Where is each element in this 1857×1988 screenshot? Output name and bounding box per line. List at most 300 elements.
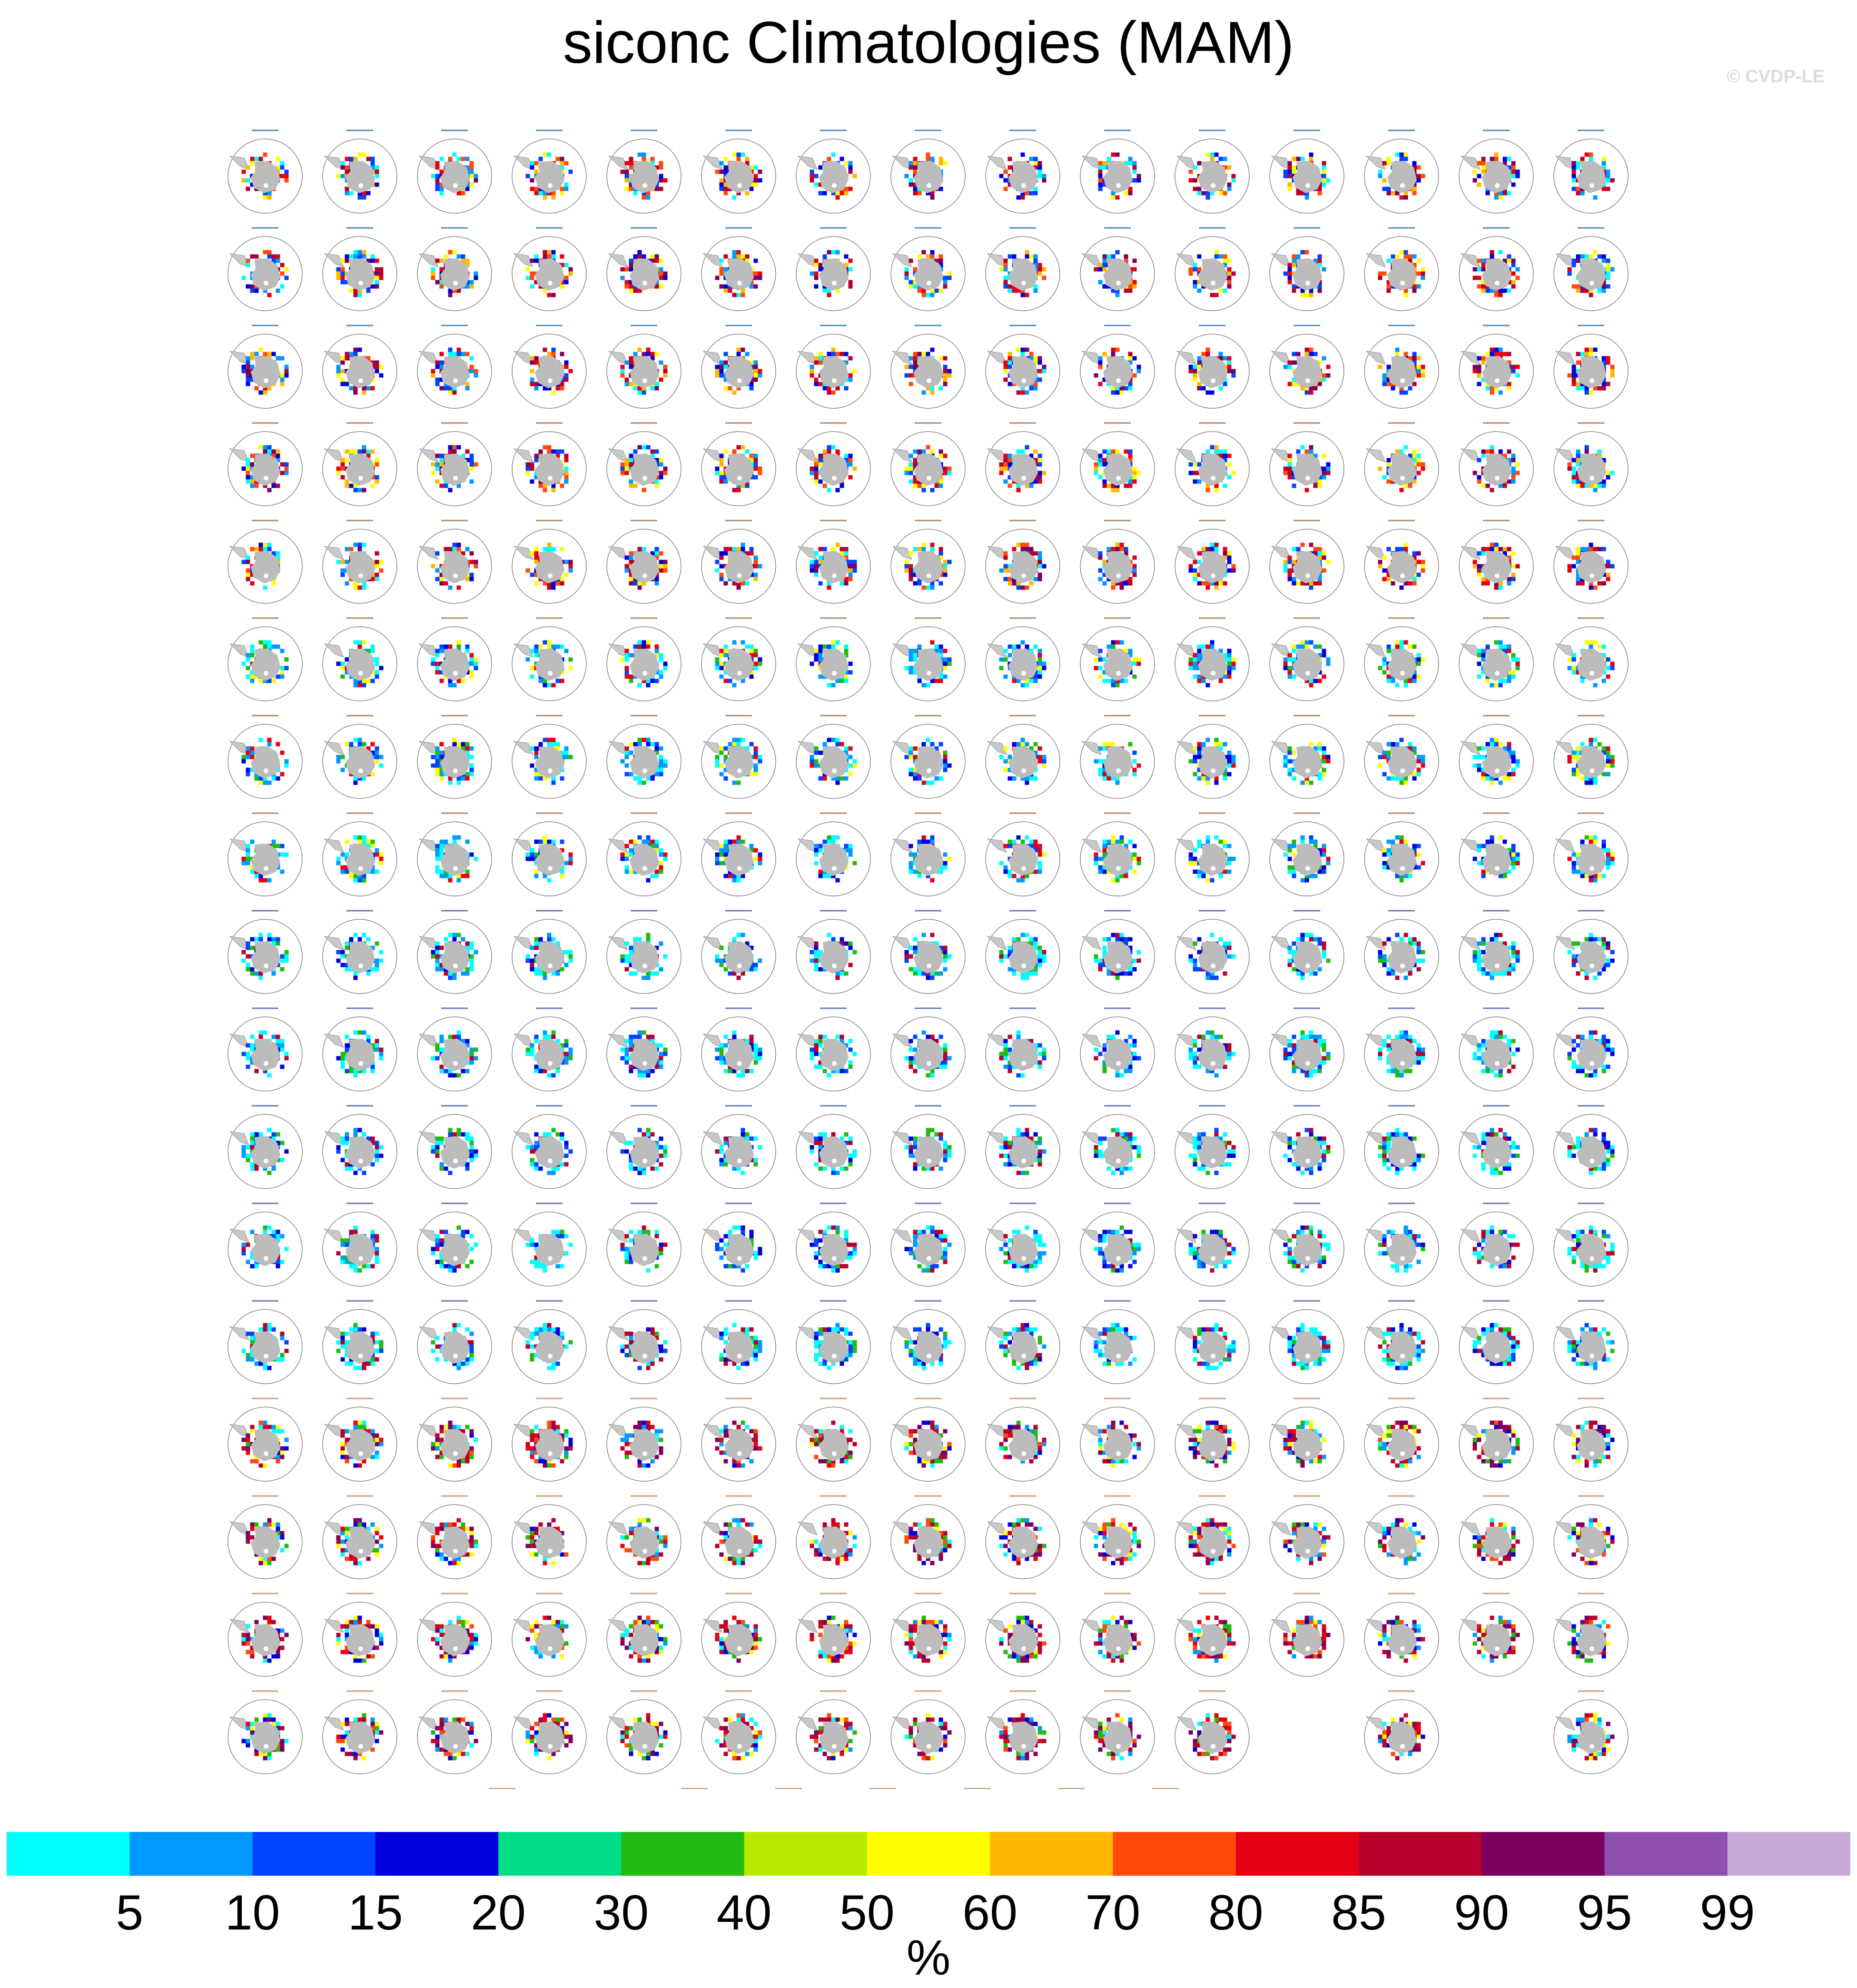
antarctica-landmass: [1293, 453, 1322, 486]
ice-cell: [1098, 263, 1103, 267]
ice-cell: [349, 484, 354, 488]
ice-cell: [1296, 157, 1301, 161]
ice-cell: [732, 250, 737, 255]
ice-cell: [461, 679, 465, 683]
ice-cell: [913, 170, 918, 174]
ice-cell: [1486, 191, 1490, 196]
ice-cell: [1103, 581, 1107, 586]
ice-cell: [1413, 551, 1417, 556]
ice-cell: [358, 547, 362, 551]
ice-cell: [642, 488, 646, 492]
ice-cell: [1572, 666, 1576, 670]
ice-cell: [1103, 484, 1107, 488]
ice-cell: [930, 196, 935, 200]
ice-cell: [1482, 263, 1486, 267]
ice-cell: [1413, 352, 1417, 356]
ice-cell: [435, 764, 440, 768]
polar-map-panel: [323, 521, 397, 603]
ice-cell: [1042, 365, 1047, 369]
ice-cell: [905, 276, 909, 280]
ice-cell: [836, 450, 840, 454]
ice-cell: [1210, 543, 1215, 547]
ice-cell: [1128, 352, 1133, 356]
ice-cell: [539, 679, 543, 683]
ice-cell: [849, 569, 853, 573]
ice-cell: [1473, 564, 1477, 569]
ice-cell: [354, 683, 358, 688]
ice-cell: [341, 378, 345, 382]
ice-cell: [1301, 543, 1305, 547]
ice-cell: [431, 564, 435, 569]
ice-cell: [1606, 174, 1610, 178]
ice-cell: [470, 458, 474, 463]
ice-cell: [918, 547, 922, 551]
ice-cell: [1219, 157, 1223, 161]
ice-cell: [724, 166, 728, 170]
ice-cell: [564, 280, 569, 285]
ice-cell: [659, 378, 663, 382]
ice-cell: [1227, 267, 1232, 272]
ice-cell: [470, 768, 474, 772]
ice-cell: [1034, 551, 1038, 556]
ice-cell: [646, 742, 651, 747]
ice-cell: [1038, 560, 1042, 564]
ice-cell: [909, 161, 913, 166]
ice-cell: [1576, 255, 1580, 259]
ice-cell: [1477, 285, 1482, 289]
ice-cell: [246, 187, 250, 191]
ice-cell: [1516, 662, 1520, 666]
ice-cell: [547, 543, 552, 547]
ice-cell: [1094, 467, 1098, 471]
ice-cell: [1610, 662, 1615, 666]
ice-cell: [465, 649, 470, 653]
ice-cell: [1589, 352, 1593, 356]
ice-cell: [1025, 543, 1029, 547]
ice-cell: [1482, 581, 1486, 586]
ice-cell: [341, 382, 345, 386]
ice-cell: [435, 161, 440, 166]
ice-shelf-gap: [832, 183, 837, 188]
ice-cell: [737, 352, 741, 356]
ice-cell: [629, 551, 633, 556]
ice-cell: [720, 577, 724, 581]
ice-cell: [530, 259, 534, 263]
ice-cell: [720, 458, 724, 463]
ice-cell: [1004, 178, 1008, 183]
ice-cell: [1322, 356, 1326, 361]
ice-cell: [1133, 267, 1137, 272]
ice-cell: [1111, 586, 1116, 590]
ice-cell: [625, 658, 629, 662]
ice-cell: [276, 259, 280, 263]
ice-cell: [720, 259, 724, 263]
ice-cell: [1197, 361, 1202, 365]
ice-cell: [1301, 293, 1305, 297]
ice-cell: [814, 356, 819, 361]
ice-cell: [1103, 161, 1107, 166]
ice-cell: [1511, 653, 1516, 658]
ice-cell: [844, 255, 849, 259]
ice-cell: [470, 764, 474, 768]
ice-cell: [1128, 454, 1133, 458]
ice-cell: [1606, 263, 1610, 267]
ice-cell: [724, 551, 728, 556]
ice-cell: [1215, 543, 1219, 547]
ice-cell: [470, 658, 474, 662]
polar-map-panel: [228, 521, 302, 603]
polar-map-panel: [1080, 325, 1155, 408]
ice-cell: [457, 781, 461, 785]
ice-shelf-gap: [1495, 281, 1500, 285]
ice-cell: [1576, 161, 1580, 166]
ice-cell: [625, 666, 629, 670]
ice-cell: [943, 467, 948, 471]
polar-map-panel: [228, 325, 302, 408]
antarctica-landmass: [346, 258, 375, 291]
ice-cell: [1516, 174, 1520, 178]
ice-cell: [621, 658, 625, 662]
ice-cell: [285, 658, 289, 662]
ice-cell: [246, 573, 250, 577]
ice-cell: [259, 738, 263, 742]
ice-shelf-gap: [737, 378, 742, 383]
ice-cell: [732, 391, 737, 395]
ice-cell: [732, 683, 737, 688]
ice-shelf-gap: [642, 768, 647, 773]
ice-cell: [720, 454, 724, 458]
ice-shelf-gap: [358, 476, 363, 481]
ice-shelf-gap: [1400, 476, 1405, 481]
ice-cell: [1314, 581, 1318, 586]
ice-cell: [1568, 267, 1572, 272]
ice-cell: [659, 747, 663, 751]
ice-cell: [663, 374, 668, 378]
ice-cell: [625, 751, 629, 755]
ice-cell: [1202, 547, 1206, 551]
ice-cell: [1383, 670, 1387, 675]
ice-cell: [1038, 480, 1042, 484]
ice-cell: [1602, 547, 1606, 551]
ice-cell: [1568, 569, 1572, 573]
ice-cell: [849, 560, 853, 564]
ice-cell: [1103, 463, 1107, 467]
ice-cell: [1568, 463, 1572, 467]
ice-cell: [1404, 391, 1408, 395]
ice-cell: [1400, 488, 1404, 492]
ice-cell: [267, 781, 272, 785]
ice-cell: [1219, 255, 1223, 259]
ice-cell: [625, 467, 629, 471]
ice-cell: [276, 551, 280, 556]
ice-cell: [1516, 666, 1520, 670]
polar-map-panel: [1459, 325, 1533, 408]
ice-cell: [1318, 484, 1322, 488]
ice-cell: [539, 157, 543, 161]
ice-cell: [470, 675, 474, 679]
ice-cell: [246, 356, 250, 361]
ice-cell: [1232, 658, 1236, 662]
ice-cell: [1417, 560, 1421, 564]
ice-shelf-gap: [264, 671, 268, 676]
ice-cell: [440, 755, 444, 759]
ice-cell: [1004, 569, 1008, 573]
ice-cell: [1021, 293, 1025, 297]
ice-cell: [814, 564, 819, 569]
polar-map-panel: [607, 325, 681, 408]
ice-cell: [810, 374, 814, 378]
ice-cell: [655, 679, 659, 683]
ice-cell: [272, 255, 276, 259]
ice-cell: [943, 666, 948, 670]
polar-map-panel: [796, 130, 870, 213]
ice-cell: [1107, 645, 1111, 649]
ice-cell: [724, 450, 728, 454]
polar-map-panel: [891, 325, 965, 408]
ice-cell: [1417, 458, 1421, 463]
ice-cell: [1288, 263, 1292, 267]
ice-cell: [1017, 488, 1021, 492]
ice-cell: [625, 747, 629, 751]
ice-cell: [1602, 581, 1606, 586]
ice-cell: [246, 480, 250, 484]
ice-cell: [1128, 649, 1133, 653]
ice-cell: [1120, 586, 1124, 590]
ice-cell: [1120, 543, 1124, 547]
polar-map-panel: [228, 716, 302, 798]
ice-shelf-gap: [1400, 378, 1405, 383]
ice-cell: [646, 683, 651, 688]
ice-cell: [543, 348, 547, 352]
ice-cell: [823, 450, 827, 454]
ice-cell: [543, 445, 547, 450]
ice-cell: [814, 467, 819, 471]
ice-cell: [1215, 445, 1219, 450]
ice-cell: [341, 267, 345, 272]
ice-cell: [556, 386, 560, 391]
ice-cell: [814, 551, 819, 556]
ice-cell: [440, 458, 444, 463]
ice-cell: [465, 747, 470, 751]
ice-cell: [1116, 488, 1120, 492]
ice-cell: [552, 255, 556, 259]
ice-shelf-gap: [737, 573, 742, 578]
ice-cell: [1408, 484, 1413, 488]
ice-cell: [1490, 445, 1494, 450]
ice-cell: [638, 586, 642, 590]
ice-cell: [633, 581, 638, 586]
polar-map-panel: [1270, 423, 1344, 506]
ice-cell: [819, 560, 823, 564]
ice-cell: [1133, 480, 1137, 484]
ice-cell: [362, 250, 366, 255]
ice-cell: [474, 272, 478, 276]
polar-map-panel: [323, 130, 397, 213]
ice-cell: [1610, 369, 1615, 374]
ice-cell: [349, 157, 354, 161]
ice-cell: [741, 543, 745, 547]
ice-cell: [1004, 170, 1008, 174]
ice-cell: [1227, 187, 1232, 191]
ice-cell: [720, 662, 724, 666]
ice-cell: [246, 768, 250, 772]
ice-cell: [246, 471, 250, 475]
polar-map-panel: [1175, 618, 1249, 701]
ice-cell: [1004, 463, 1008, 467]
ice-cell: [336, 365, 341, 369]
ice-cell: [1516, 276, 1520, 280]
ice-cell: [345, 547, 349, 551]
ice-cell: [629, 361, 633, 365]
ice-cell: [1477, 662, 1482, 666]
ice-cell: [1210, 153, 1215, 157]
ice-cell: [1288, 670, 1292, 675]
ice-cell: [1042, 666, 1047, 670]
ice-cell: [939, 484, 943, 488]
ice-cell: [1606, 276, 1610, 280]
ice-cell: [1576, 450, 1580, 454]
ice-cell: [1189, 365, 1193, 369]
ice-cell: [1511, 564, 1516, 569]
ice-cell: [1193, 653, 1197, 658]
ice-cell: [1098, 161, 1103, 166]
polar-map-panel: [1270, 618, 1344, 701]
ice-cell: [1128, 191, 1133, 196]
ice-cell: [246, 675, 250, 679]
ice-cell: [1021, 683, 1025, 688]
ice-cell: [1284, 658, 1288, 662]
ice-cell: [1511, 658, 1516, 662]
ice-cell: [750, 386, 754, 391]
ice-cell: [1029, 547, 1034, 551]
ice-cell: [1499, 640, 1503, 645]
ice-cell: [1589, 157, 1593, 161]
ice-cell: [1288, 463, 1292, 467]
ice-cell: [810, 467, 814, 471]
ice-cell: [1490, 348, 1494, 352]
ice-cell: [1417, 653, 1421, 658]
ice-cell: [638, 348, 642, 352]
ice-cell: [280, 272, 285, 276]
ice-cell: [448, 586, 453, 590]
ice-cell: [758, 662, 762, 666]
ice-cell: [1120, 547, 1124, 551]
ice-cell: [543, 250, 547, 255]
ice-cell: [564, 161, 569, 166]
ice-cell: [646, 640, 651, 645]
ice-cell: [440, 386, 444, 391]
ice-cell: [440, 777, 444, 781]
ice-cell: [1004, 658, 1008, 662]
ice-cell: [526, 174, 530, 178]
ice-cell: [1197, 653, 1202, 658]
ice-cell: [913, 547, 918, 551]
ice-cell: [552, 196, 556, 200]
ice-cell: [552, 738, 556, 742]
ice-cell: [461, 742, 465, 747]
ice-cell: [1098, 475, 1103, 480]
ice-cell: [1580, 484, 1585, 488]
polar-map-panel: [228, 423, 302, 506]
ice-cell: [737, 547, 741, 551]
ice-cell: [474, 369, 478, 374]
ice-cell: [849, 170, 853, 174]
ice-cell: [341, 166, 345, 170]
ice-cell: [285, 178, 289, 183]
ice-cell: [1326, 662, 1331, 666]
ice-cell: [1284, 569, 1288, 573]
ice-cell: [246, 755, 250, 759]
ice-cell: [470, 755, 474, 759]
ice-cell: [371, 484, 375, 488]
ice-cell: [375, 670, 379, 675]
ice-cell: [242, 467, 246, 471]
ice-cell: [1025, 586, 1029, 590]
polar-map-panel: [891, 130, 965, 213]
ice-cell: [913, 463, 918, 467]
ice-cell: [457, 445, 461, 450]
ice-cell: [1580, 255, 1585, 259]
antarctica-landmass: [251, 258, 280, 291]
ice-cell: [913, 649, 918, 653]
ice-cell: [823, 255, 827, 259]
ice-cell: [564, 480, 569, 484]
ice-cell: [1012, 255, 1017, 259]
polar-map-panel: [417, 130, 492, 213]
ice-cell: [1004, 675, 1008, 679]
ice-cell: [1189, 170, 1193, 174]
ice-cell: [1103, 263, 1107, 267]
ice-cell: [1417, 259, 1421, 263]
ice-cell: [754, 178, 758, 183]
ice-cell: [345, 581, 349, 586]
ice-cell: [625, 382, 629, 386]
ice-cell: [720, 374, 724, 378]
ice-cell: [1284, 662, 1288, 666]
ice-cell: [1503, 547, 1507, 551]
ice-cell: [909, 285, 913, 289]
ice-cell: [250, 356, 255, 361]
ice-cell: [754, 560, 758, 564]
ice-cell: [1576, 386, 1580, 391]
ice-cell: [831, 683, 836, 688]
ice-cell: [1133, 471, 1137, 475]
ice-cell: [1107, 484, 1111, 488]
ice-shelf-gap: [548, 768, 553, 773]
ice-shelf-gap: [1116, 378, 1121, 383]
ice-cell: [926, 445, 930, 450]
ice-cell: [1232, 174, 1236, 178]
ice-cell: [655, 649, 659, 653]
ice-cell: [1098, 178, 1103, 183]
ice-cell: [1421, 365, 1425, 369]
ice-cell: [465, 386, 470, 391]
ice-cell: [1593, 640, 1598, 645]
ice-cell: [1511, 454, 1516, 458]
ice-cell: [642, 738, 646, 742]
ice-cell: [1288, 658, 1292, 662]
polar-map-panel: [607, 716, 681, 798]
ice-cell: [250, 352, 255, 356]
ice-cell: [663, 467, 668, 471]
ice-cell: [1576, 458, 1580, 463]
ice-cell: [1004, 467, 1008, 471]
ice-cell: [1387, 191, 1391, 196]
ice-cell: [1477, 259, 1482, 263]
ice-cell: [272, 581, 276, 586]
ice-cell: [720, 161, 724, 166]
ice-cell: [354, 293, 358, 297]
